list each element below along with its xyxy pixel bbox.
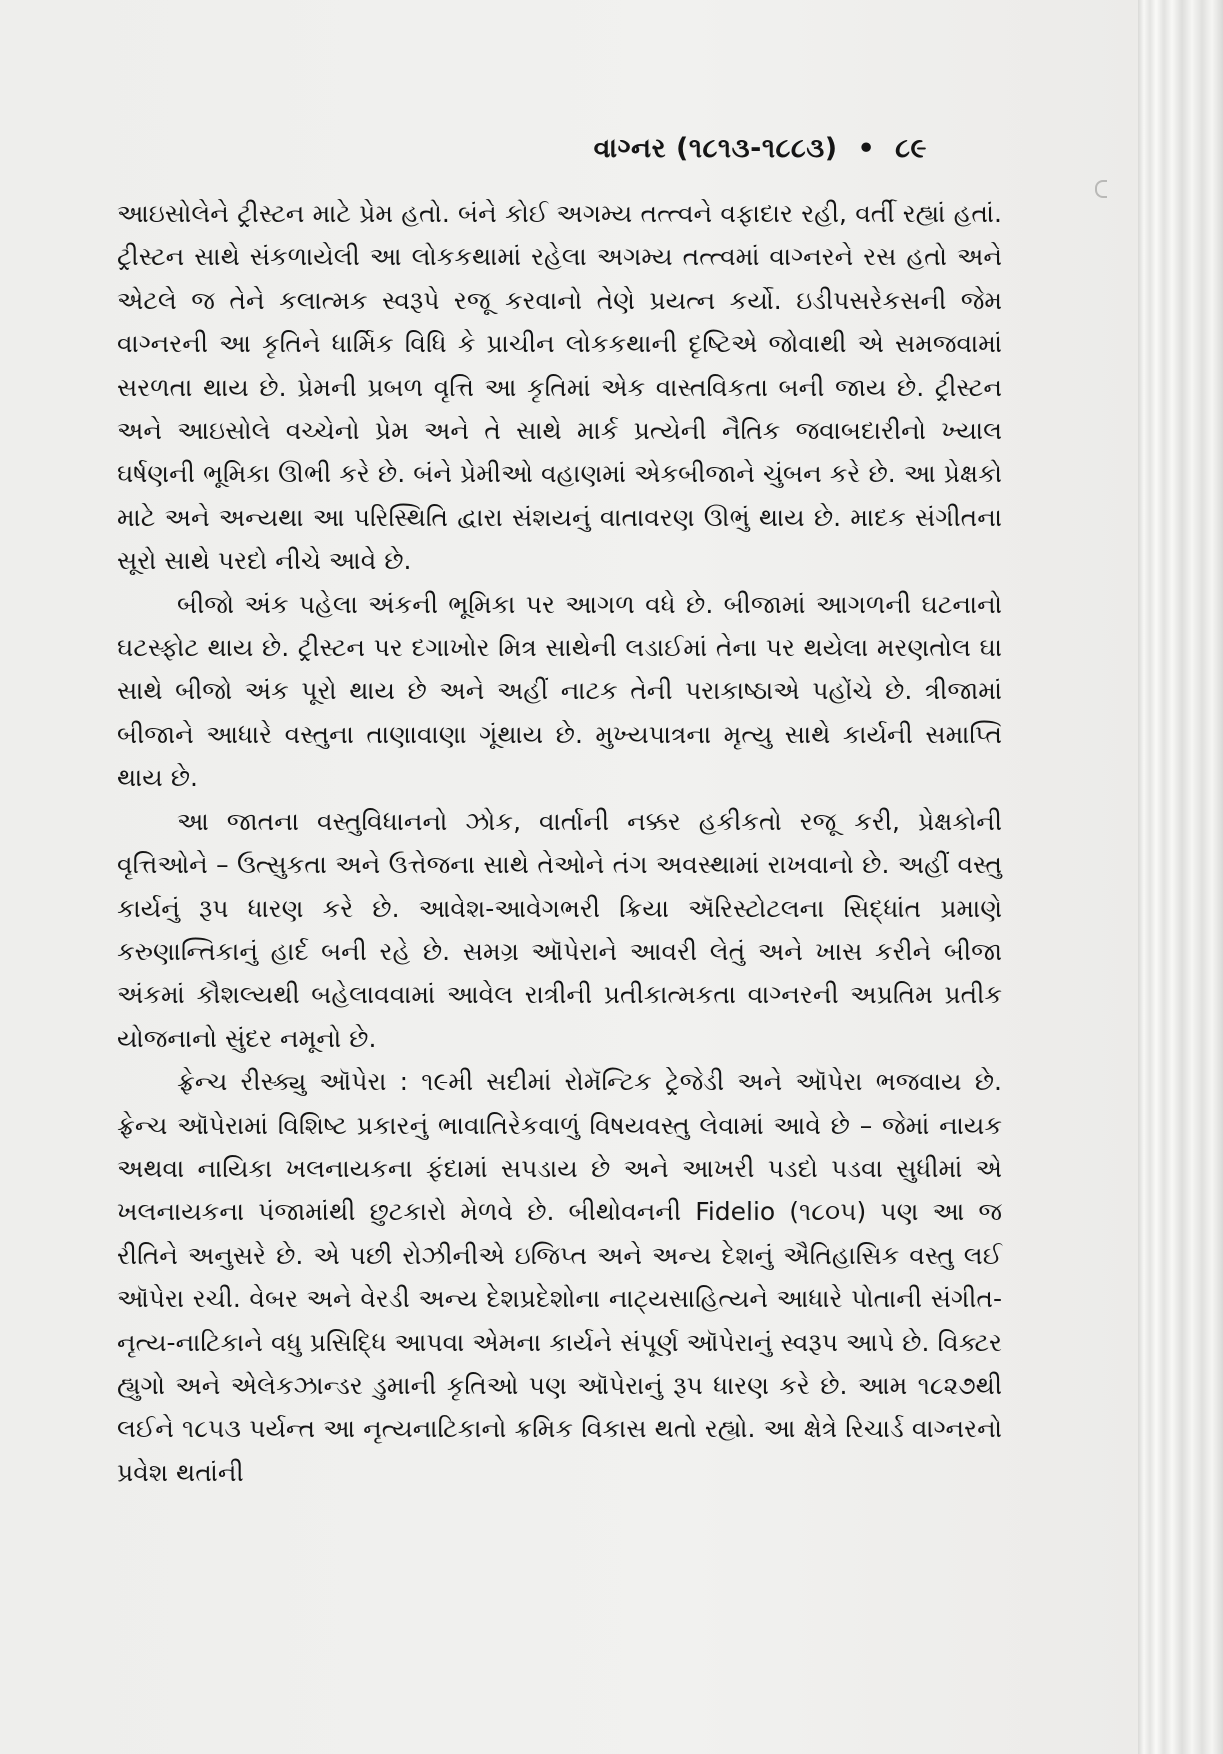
chapter-title: વાગ્નર (૧૮૧૩-૧૮૮૩) bbox=[593, 133, 838, 164]
body-text bbox=[117, 192, 1002, 1494]
header-separator: • bbox=[857, 133, 876, 164]
running-header bbox=[594, 133, 927, 165]
page-corner-mark bbox=[1095, 180, 1107, 198]
paragraph-2: બીજો અંક પહેલા અંકની ભૂમિકા પર આગળ વધે છે. બીજામાં આગળની ઘટનાનો ઘટસ્ફોટ થાય છે. ટ્રીસ્ટન પર દગાખોર મિત્ર સાથેની લડાઈમાં તેના પર થયેલા મરણતોલ ઘા સાથે બીજો અંક પૂરો થાય છે અને અહીં નાટક તેની પરાકાષ્ઠાએ પહોંચે છે. ત્રીજામાં બીજાને આધારે વસ્તુના તાણાવાણા ગૂંથાય છે. મુખ્યપાત્રના મૃત્યુ સાથે કાર્યની સમાપ્તિ થાય છે. bbox=[117, 589, 1002, 793]
paragraph-4: ફ્રેન્ચ રીસ્ક્યુ ઑપેરા : ૧૯મી સદીમાં રોમૅન્ટિક ટ્રેજેડી અને ઑપેરા ભજવાય છે. ફ્રેન્ચ ઑપેરામાં વિશિષ્ટ પ્રકારનું ભાવાતિરેકવાળું વિષયવસ્તુ લેવામાં આવે છે – જેમાં નાયક અથવા નાયિકા ખલનાયકના ફંદામાં સપડાય છે અને આખરી પડદો પડવા સુધીમાં એ ખલનાયકના પંજામાંથી છુટકારો મેળવે છે. બીથોવનની Fidelio (૧૮૦૫) પણ આ જ રીતિને અનુસરે છે. એ પછી રોઝીનીએ ઇજિપ્ત અને અન્ય દેશનું ઐતિહાસિક વસ્તુ લઈ ઑપેરા રચી. વેબર અને વેરડી અન્ય દેશપ્રદેશોના નાટ્યસાહિત્યને આધારે પોતાની સંગીત-નૃત્ય-નાટિકાને વધુ પ્રસિદ્ધિ આપવા એમના કાર્યને સંપૂર્ણ ઑપેરાનું સ્વરૂપ આપે છે. વિક્ટર હ્યુગો અને એલેકઝાન્ડર ડુમાની કૃતિઓ પણ ઑપેરાનું રૂપ ધારણ કરે છે. આમ ૧૮૨૭થી લઈને ૧૮૫૩ પર્યન્ત આ નૃત્યનાટિકાનો ક્રમિક વિકાસ થતો રહ્યો. આ ક્ષેત્રે રિચાર્ડ વાગ્નરનો પ્રવેશ થતાંની bbox=[117, 1067, 1002, 1487]
page-number: ૮૯ bbox=[895, 133, 927, 164]
page-stack-edges bbox=[1138, 0, 1223, 1754]
paragraph-1: આઇસોલેને ટ્રીસ્ટન માટે પ્રેમ હતો. બંને કોઈ અગમ્ય તત્ત્વને વફાદાર રહી, વર્તી રહ્યાં હતાં. ટ્રીસ્ટન સાથે સંકળાયેલી આ લોકકથામાં રહેલા અગમ્ય તત્ત્વમાં વાગ્નરને રસ હતો અને એટલે જ તેને કલાત્મક સ્વરૂપે રજૂ કરવાનો તેણે પ્રયત્ન કર્યો. ઇડીપસરેકસની જેમ વાગ્નરની આ કૃતિને ધાર્મિક વિધિ કે પ્રાચીન લોકકથાની દૃષ્ટિએ જોવાથી એ સમજવામાં સરળતા થાય છે. પ્રેમની પ્રબળ વૃત્તિ આ કૃતિમાં એક વાસ્તવિકતા બની જાય છે. ટ્રીસ્ટન અને આઇસોલે વચ્ચેનો પ્રેમ અને તે સાથે માર્ક પ્રત્યેની નૈતિક જવાબદારીનો ખ્યાલ ઘર્ષણની ભૂમિકા ઊભી કરે છે. બંને પ્રેમીઓ વહાણમાં એકબીજાને ચુંબન કરે છે. આ પ્રેક્ષકો માટે અને અન્યથા આ પરિસ્થિતિ દ્વારા સંશયનું વાતાવરણ ઊભું થાય છે. માદક સંગીતના સૂરો સાથે પરદો નીચે આવે છે. bbox=[117, 199, 1002, 576]
paragraph-3: આ જાતના વસ્તુવિધાનનો ઝોક, વાર્તાની નક્કર હકીકતો રજૂ કરી, પ્રેક્ષકોની વૃત્તિઓને – ઉત્સુકતા અને ઉત્તેજના સાથે તેઓને તંગ અવસ્થામાં રાખવાનો છે. અહીં વસ્તુ કાર્યનું રૂપ ધારણ કરે છે. આવેશ-આવેગભરી ક્રિયા ઍરિસ્ટોટલના સિદ્ધાંત પ્રમાણે કરુણાન્તિકાનું હાર્દ બની રહે છે. સમગ્ર ઑપેરાને આવરી લેતું અને ખાસ કરીને બીજા અંકમાં કૌશલ્યથી બહેલાવવામાં આવેલ રાત્રીની પ્રતીકાત્મકતા વાગ્નરની અપ્રતિમ પ્રતીક યોજનાનો સુંદર નમૂનો છે. bbox=[117, 806, 1002, 1053]
